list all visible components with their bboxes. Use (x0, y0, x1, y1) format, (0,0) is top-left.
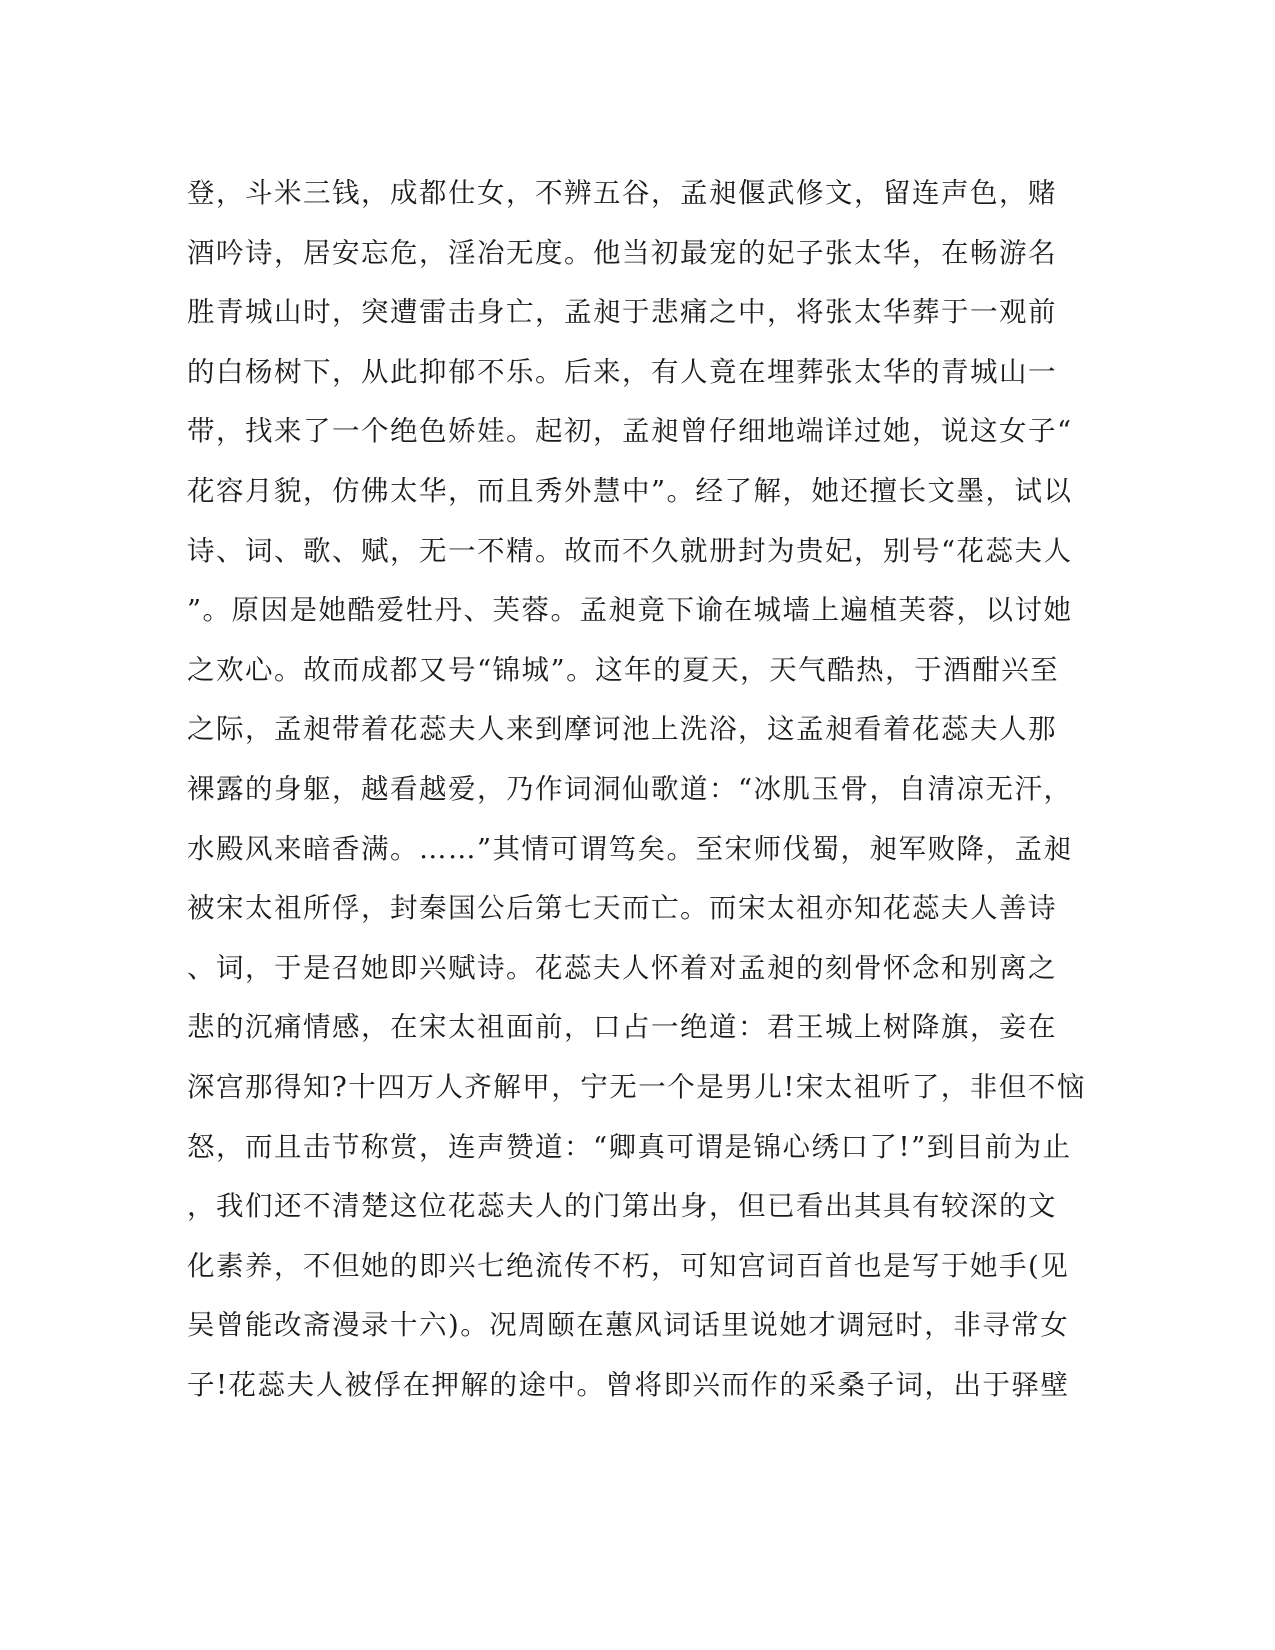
text-line: 登，斗米三钱，成都仕女，不辨五谷，孟昶偃武修文，留连声色，赌 (187, 177, 1057, 209)
text-line: 酒吟诗，居安忘危，淫冶无度。他当初最宠的妃子张太华，在畅游名 (187, 236, 1057, 269)
text-line: 吴曾能改斋漫录十六)。况周颐在蕙风词话里说她才调冠时，非寻常女 (187, 1309, 1070, 1342)
text-line: 被宋太祖所俘，封秦国公后第七天而亡。而宋太祖亦知花蕊夫人善诗 (187, 892, 1057, 925)
text-line: 胜青城山时，突遭雷击身亡，孟昶于悲痛之中，将张太华葬于一观前 (187, 296, 1057, 329)
text-line: 诗、词、歌、赋，无一不精。故而不久就册封为贵妃，别号“花蕊夫人 (187, 534, 1073, 567)
text-line: 子!花蕊夫人被俘在押解的途中。曾将即兴而作的采桑子词，出于驿壁 (187, 1368, 1070, 1401)
text-line: 、词，于是召她即兴赋诗。花蕊夫人怀着对孟昶的刻骨怀念和别离之 (187, 951, 1057, 984)
text-line: 化素养，不但她的即兴七绝流传不朽，可知宫词百首也是写于她手(见 (187, 1249, 1070, 1282)
text-line: ”。原因是她酷爱牡丹、芙蓉。孟昶竟下谕在城墙上遍植芙蓉，以讨她 (187, 594, 1073, 627)
text-line: 之际，孟昶带着花蕊夫人来到摩诃池上洗浴，这孟昶看着花蕊夫人那 (187, 713, 1057, 746)
text-line: 的白杨树下，从此抑郁不乐。后来，有人竟在埋葬张太华的青城山一 (187, 355, 1057, 388)
text-line: 深宫那得知?十四万人齐解甲，宁无一个是男儿!宋太祖听了，非但不恼 (187, 1070, 1086, 1103)
text-line: 带，找来了一个绝色娇娃。起初，孟昶曾仔细地端详过她，说这女子“ (187, 415, 1073, 448)
text-line: 裸露的身躯，越看越爱，乃作词洞仙歌道：“冰肌玉骨，自清凉无汗， (187, 772, 1073, 805)
body-text (187, 164, 1087, 1415)
text-line: ，我们还不清楚这位花蕊夫人的门第出身，但已看出其具有较深的文 (187, 1190, 1057, 1223)
text-line: 怒，而且击节称赏，连声赞道：“卿真可谓是锦心绣口了!”到目前为止 (187, 1130, 1072, 1163)
text-line: 之欢心。故而成都又号“锦城”。这年的夏天，天气酷热，于酒酣兴至 (187, 653, 1060, 686)
text-line: 水殿风来暗香满。……”其情可谓笃矣。至宋师伐蜀，昶军败降，孟昶 (187, 832, 1073, 865)
text-line: 花容月貌，仿佛太华，而且秀外慧中”。经了解，她还擅长文墨，试以 (187, 474, 1073, 507)
text-line: 悲的沉痛情感，在宋太祖面前，口占一绝道：君王城上树降旗，妾在 (187, 1011, 1057, 1044)
